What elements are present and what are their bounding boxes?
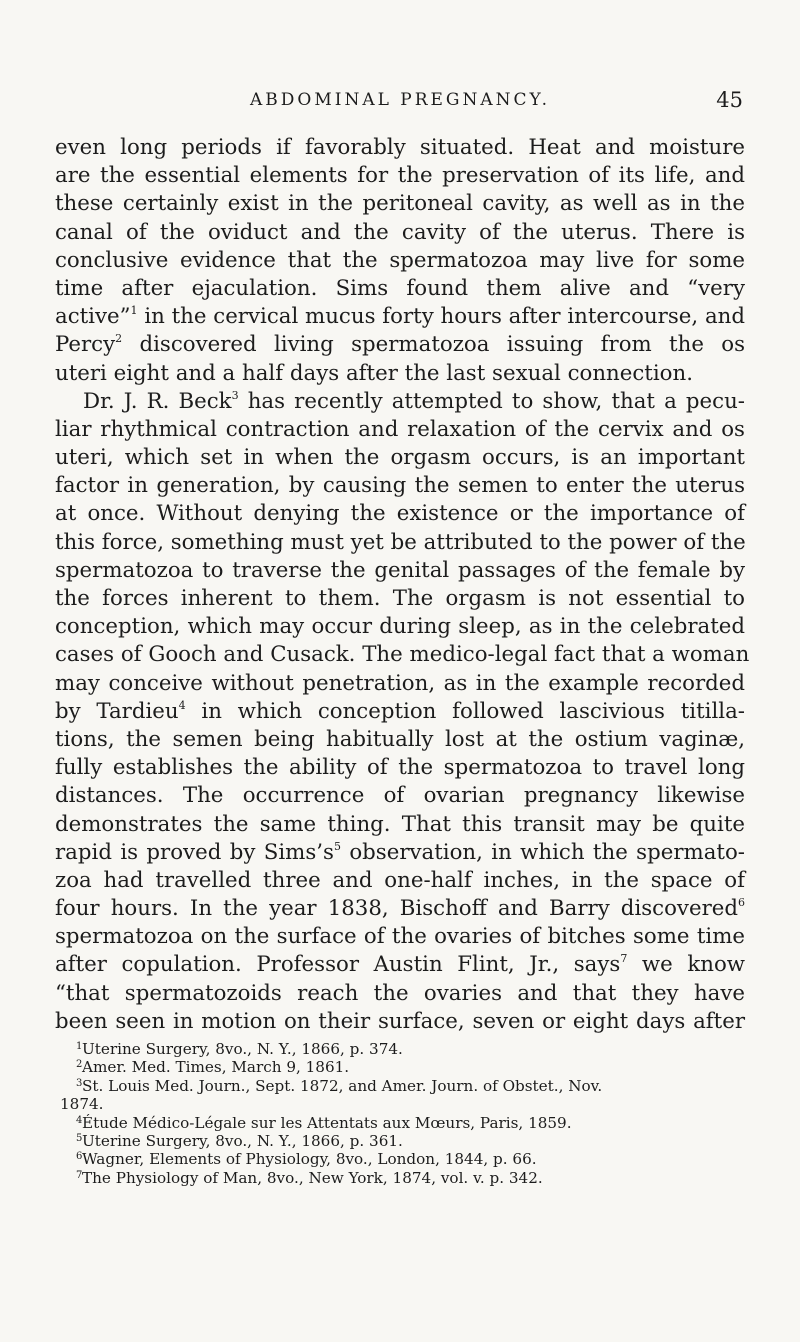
body-text <box>55 134 750 1036</box>
footnote-text: Uterine Surgery, 8vo., N. Y., 1866, p. 374. <box>82 1040 403 1058</box>
text-line: “that spermatozoids reach the ovaries and that they have <box>55 980 745 1006</box>
text-line: conception, which may occur during sleep, as in the celebrated <box>55 614 745 640</box>
text-line: tions, the semen being habitually lost at the ostium vaginæ, <box>55 726 745 752</box>
text-line: this force, something must yet be attributed to the power of the <box>55 529 746 555</box>
text-line: uteri eight and a half days after the last sexual connection. <box>55 360 693 386</box>
footnote-marker: 4 <box>76 1114 83 1126</box>
text-fragment: has recently attempted to show, that a pecu- <box>247 388 745 414</box>
text-line <box>55 303 745 331</box>
footnotes <box>60 1040 750 1187</box>
text-line: distances. The occurrence of ovarian pregnancy likewise <box>55 783 745 809</box>
text-fragment: by Tardieu <box>55 698 179 724</box>
text-line <box>55 331 745 359</box>
footnote-text: Amer. Med. Times, March 9, 1861. <box>82 1058 350 1077</box>
footnote-ref: 5 <box>333 839 341 853</box>
text-fragment: four hours. In the year 1838, Bischoff and Barry discovered <box>55 896 738 922</box>
text-line: factor in generation, by causing the semen to enter the uterus <box>55 473 745 499</box>
text-line: even long periods if favorably situated. Heat and moisture <box>55 135 745 160</box>
text-fragment: in the cervical mucus forty hours after intercourse, and <box>144 304 745 330</box>
footnote-continuation: 1874. <box>60 1095 104 1114</box>
text-fragment: observation, in which the spermato- <box>349 839 745 865</box>
text-line: uteri, which set in when the orgasm occurs, is an important <box>55 445 745 471</box>
footnote-ref: 7 <box>620 952 628 966</box>
running-head <box>55 88 745 114</box>
text-fragment: we know <box>641 952 745 978</box>
footnote-text: The Physiology of Man, 8vo., New York, 1874, vol. v. p. 342. <box>82 1168 543 1187</box>
text-line: been seen in motion on their surface, seven or eight days after <box>55 1008 745 1034</box>
footnote <box>60 1077 750 1095</box>
text-line: zoa had travelled three and one-half inches, in the space of <box>55 867 745 893</box>
footnote <box>60 1058 750 1076</box>
footnote-ref: 2 <box>115 332 123 346</box>
text-line: spermatozoa to traverse the genital passages of the female by <box>55 557 745 583</box>
text-line: cases of Gooch and Cusack. The medico-legal fact that a woman <box>55 642 750 668</box>
footnote-ref: 3 <box>231 388 239 402</box>
footnote <box>60 1150 750 1168</box>
text-fragment: Percy <box>55 332 116 358</box>
footnote-text: Uterine Surgery, 8vo., N. Y., 1866, p. 361. <box>82 1131 403 1150</box>
text-line: at once. Without denying the existence or the importance of <box>55 501 745 527</box>
footnote-marker: 7 <box>76 1169 83 1181</box>
text-line: fully establishes the ability of the spermatozoa to travel long <box>55 755 745 781</box>
text-line <box>55 951 745 979</box>
footnote-marker: 2 <box>76 1059 83 1071</box>
footnote-marker: 3 <box>76 1077 83 1089</box>
text-line: spermatozoa on the surface of the ovaries of bitches some time <box>55 924 745 950</box>
footnote-marker: 6 <box>76 1151 83 1163</box>
text-line <box>55 895 745 923</box>
footnote-ref: 6 <box>738 896 745 910</box>
text-line: may conceive without penetration, as in the example recorded <box>55 670 745 696</box>
text-line: the forces inherent to them. The orgasm is not essential to <box>55 586 745 611</box>
footnote <box>60 1132 750 1150</box>
footnote-marker: 1 <box>76 1041 83 1052</box>
text-line: these certainly exist in the peritoneal cavity, as well as in the <box>55 191 745 217</box>
text-line <box>55 839 745 867</box>
text-line: conclusive evidence that the spermatozoa may live for some <box>55 247 745 273</box>
text-fragment: in which conception followed lascivious titilla- <box>201 698 745 724</box>
footnote-text: St. Louis Med. Journ., Sept. 1872, and Amer. Journ. of Obstet., Nov. <box>82 1076 603 1095</box>
text-fragment: after copulation. Professor Austin Flint, Jr., says <box>55 952 621 978</box>
footnote-ref: 4 <box>178 698 186 712</box>
footnote <box>60 1169 750 1187</box>
text-line: are the essential elements for the preservation of its life, and <box>55 163 745 189</box>
footnote <box>60 1114 750 1132</box>
footnote-text: Étude Médico-Légale sur les Attentats aux Mœurs, Paris, 1859. <box>82 1113 572 1132</box>
footnote-text: Wagner, Elements of Physiology, 8vo., London, 1844, p. 66. <box>82 1150 537 1169</box>
footnote <box>60 1040 750 1058</box>
text-line <box>55 388 745 416</box>
running-title: ABDOMINAL PREGNANCY. <box>249 90 550 110</box>
text-line: time after ejaculation. Sims found them alive and “very <box>55 275 745 301</box>
page-number: 45 <box>716 88 743 112</box>
text-line <box>55 698 745 726</box>
text-line: canal of the oviduct and the cavity of the uterus. There is <box>55 219 745 245</box>
text-fragment: active” <box>55 304 131 330</box>
text-fragment: rapid is proved by Sims’s <box>55 839 334 865</box>
text-line: liar rhythmical contraction and relaxation of the cervix and os <box>55 416 745 442</box>
footnote-marker: 5 <box>76 1132 83 1144</box>
text-fragment: Dr. J. R. Beck <box>83 388 232 414</box>
text-fragment: discovered living spermatozoa issuing from the os <box>139 332 745 358</box>
text-line: demonstrates the same thing. That this transit may be quite <box>55 811 745 837</box>
footnote-ref: 1 <box>130 304 138 318</box>
